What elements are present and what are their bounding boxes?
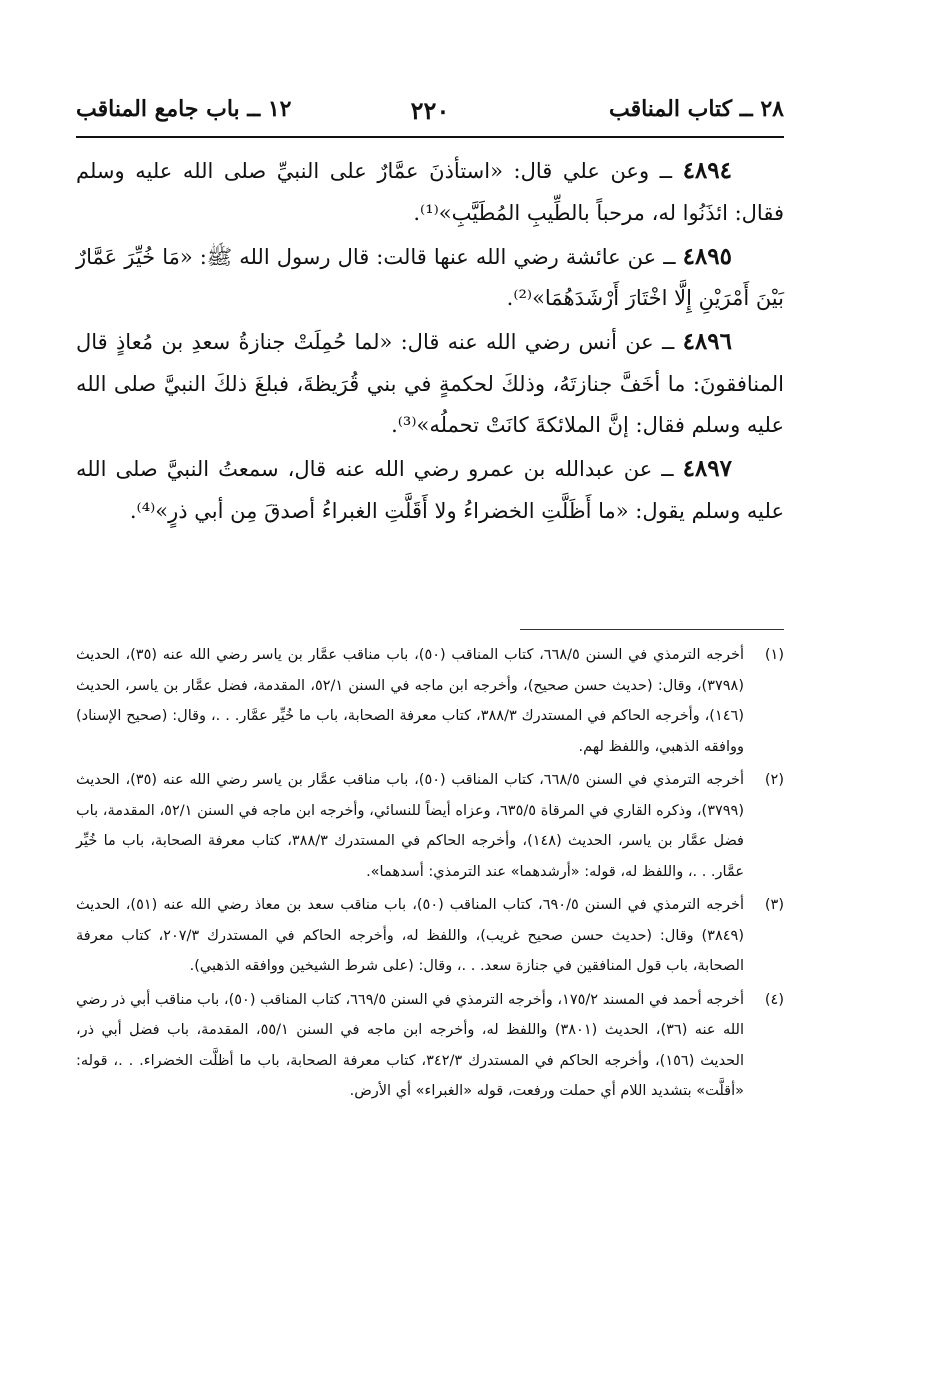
hadith-4896 [76,321,784,447]
hadith-4897 [76,448,784,532]
footnote-separator [520,629,784,630]
footnote-number: (١) [764,647,784,663]
hadith-number: ٤٨٩٦ [682,328,732,355]
hadith-text: ــ عن عائشة رضي الله عنها قالت: قال رسول الله ﷺ: «مَا خُيِّرَ عَمَّارٌ بَيْنَ أَمْرَيْنِ إِلَّا اخْتَارَ أَرْشَدَهُمَا»⁽²⁾. [76,244,784,310]
footnote-4 [76,985,784,1107]
page-number: ٢٢٠ [410,96,450,125]
footnote-number: (٢) [764,772,784,788]
main-text [76,150,784,534]
section-title: ١٢ ــ باب جامع المناقب [76,96,292,122]
footnote-2 [76,765,784,887]
hadith-number: ٤٨٩٤ [682,157,732,184]
footnote-number: (٣) [764,897,784,913]
page-header [76,92,784,132]
hadith-text: ــ عن أنس رضي الله عنه قال: «لما حُمِلَتْ جنازةُ سعدِ بن مُعاذٍ قال المنافقونَ: ما أخَفَّ جنازتَهُ، وذلكَ لحكمةٍ في بني قُرَيظةَ، فبلغَ ذلكَ النبيَّ صلى الله عليه وسلم فقال: إنَّ الملائكةَ كانَتْ تحملُه»⁽³⁾. [76,330,784,437]
footnote-1 [76,640,784,762]
chapter-title: ٢٨ ــ كتاب المناقب [608,96,784,122]
hadith-text: ــ عن عبدالله بن عمرو رضي الله عنه قال، سمعتُ النبيَّ صلى الله عليه وسلم يقول: «ما أَظَلَّتِ الخضراءُ ولا أَقَلَّتِ الغبراءُ أصدقَ مِن أبي ذرٍ»⁽⁴⁾. [76,457,784,523]
footnote-text: أخرجه الترمذي في السنن ٦٦٨/٥، كتاب المناقب (٥٠)، باب مناقب عمَّار بن ياسر رضي الله عنه (٣٥)، الحديث (٣٧٩٨)، وقال: (حديث حسن صحيح)، وأخرجه ابن ماجه في السنن ٥٢/١، المقدمة، فضل عمَّار بن ياسر، الحديث (١٤٦)، وأخرجه الحاكم في المستدرك ٣٨٨/٣، كتاب معرفة الصحابة، باب ما خُيِّر عمَّار. . .، وقال: (صحيح الإسناد) ووافقه الذهبي، واللفظ لهم. [76,647,745,755]
footnote-text: أخرجه الترمذي في السنن ٦٦٨/٥، كتاب المناقب (٥٠)، باب مناقب عمَّار بن ياسر رضي الله عنه (٣٥)، الحديث (٣٧٩٩)، وذكره القاري في المرقاة ٦٣٥/٥، وعزاه أيضاً للنسائي، وأخرجه ابن ماجه في السنن ٥٢/١، المقدمة، باب فضل عمَّار بن ياسر، الحديث (١٤٨)، وأخرجه الحاكم في المستدرك ٣٨٨/٣، كتاب معرفة الصحابة، باب ما خُيِّر عمَّار. . .، واللفظ له، قوله: «أرشدهما» عند الترمذي: أسدهما». [76,772,745,880]
hadith-number: ٤٨٩٥ [682,242,732,270]
footnote-text: أخرجه أحمد في المسند ١٧٥/٢، وأخرجه الترمذي في السنن ٦٦٩/٥، كتاب المناقب (٥٠)، باب مناقب أبي ذر رضي الله عنه (٣٦)، الحديث (٣٨٠١) واللفظ له، وأخرجه ابن ماجه في السنن ٥٥/١، المقدمة، باب فضل أبي ذر، الحديث (١٥٦)، وأخرجه الحاكم في المستدرك ٣٤٢/٣، كتاب معرفة الصحابة، باب ما أظلَّت الخضراء. . .، قوله: «أقلَّت» بتشديد اللام أي حملت ورفعت، قوله «الغبراء» أي الأرض. [76,991,745,1099]
footnote-number: (٤) [764,991,784,1008]
hadith-text: ــ وعن علي قال: «استأذنَ عمَّارٌ على النبيِّ صلى الله عليه وسلم فقال: ائذَنُوا له، مرحباً بالطِّيبِ المُطَيَّبِ»⁽¹⁾. [76,159,784,225]
hadith-number: ٤٨٩٧ [682,455,732,482]
footnote-3 [76,890,784,982]
hadith-4894 [76,150,784,234]
header-rule [76,136,784,138]
hadith-4895 [76,236,784,320]
footnotes [76,640,784,1110]
footnote-text: أخرجه الترمذي في السنن ٦٩٠/٥، كتاب المناقب (٥٠)، باب مناقب سعد بن معاذ رضي الله عنه (٥١)، الحديث (٣٨٤٩) وقال: (حديث حسن صحيح غريب)، واللفظ له، وأخرجه الحاكم في المستدرك ٢٠٧/٣، كتاب معرفة الصحابة، باب قول المنافقين في جنازة سعد. . .، وقال: (على شرط الشيخين ووافقه الذهبي). [76,897,745,974]
